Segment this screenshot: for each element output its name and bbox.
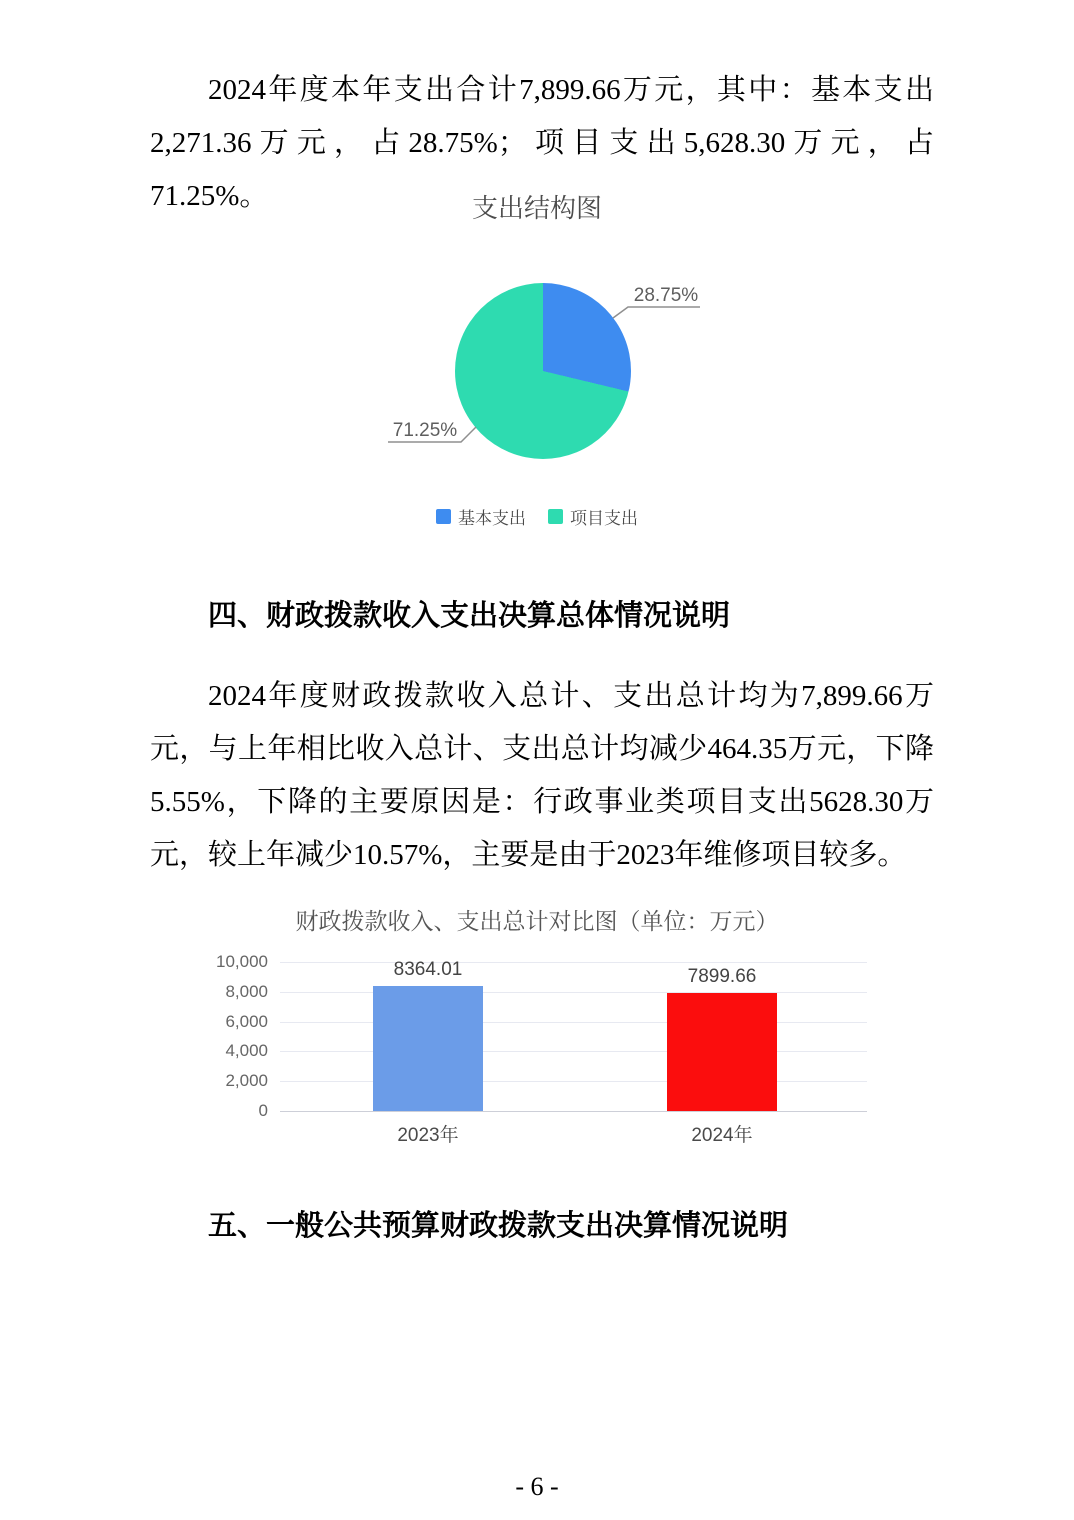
paragraph-fiscal-appropriation: 2024年度财政拨款收入总计、支出总计均为7,899.66万元，与上年相比收入总计、支出总计均减少464.35万元，下降5.55%，下降的主要原因是：行政事业类项目支出5628.30万元，较上年减少10.57%，主要是由于2023年维修项目较多。 bbox=[150, 680, 934, 871]
legend-label: 项目支出 bbox=[570, 509, 638, 528]
pie-slice-label-project: 71.25% bbox=[392, 420, 458, 441]
page-number: - 6 - bbox=[515, 1472, 559, 1501]
y-axis-tick-label: 0 bbox=[258, 1101, 268, 1120]
bar-2024年 bbox=[667, 993, 777, 1111]
x-axis-category-label: 2024年 bbox=[691, 1125, 753, 1146]
legend-label: 基本支出 bbox=[458, 509, 526, 528]
legend-item-basic bbox=[436, 504, 526, 529]
bar-value-label: 7899.66 bbox=[687, 966, 757, 988]
bar-2023年 bbox=[373, 986, 483, 1111]
y-axis-tick-label: 8,000 bbox=[225, 981, 268, 1001]
legend-item-project bbox=[548, 504, 638, 529]
gridline bbox=[280, 1051, 867, 1052]
legend-swatch bbox=[436, 509, 451, 524]
x-axis-category-label: 2023年 bbox=[397, 1125, 459, 1146]
pie-slice-label-basic: 28.75% bbox=[633, 285, 699, 306]
gridline bbox=[280, 992, 867, 993]
bar-chart bbox=[200, 950, 900, 1150]
y-axis-tick-label: 2,000 bbox=[225, 1071, 268, 1091]
gridline bbox=[280, 1022, 867, 1023]
gridline bbox=[280, 1111, 867, 1112]
section-4-heading: 四、财政拨款收入支出决算总体情况说明 bbox=[208, 600, 731, 632]
y-axis-tick-label: 6,000 bbox=[225, 1011, 268, 1031]
legend-swatch bbox=[548, 509, 563, 524]
y-axis-tick-label: 4,000 bbox=[225, 1041, 268, 1061]
pie-legend bbox=[0, 504, 1074, 529]
bar-chart-title: 财政拨款收入、支出总计对比图（单位：万元） bbox=[295, 908, 779, 934]
y-axis-tick-label: 10,000 bbox=[216, 952, 268, 971]
paragraph-expenditure-total: 2024年度本年支出合计7,899.66万元，其中：基本支出2,271.36万元，占28.75%；项目支出5,628.30万元，占71.25%。 bbox=[150, 74, 934, 212]
gridline bbox=[280, 1081, 867, 1082]
bar-value-label: 8364.01 bbox=[393, 959, 463, 981]
pie-chart-title: 支出结构图 bbox=[471, 193, 602, 223]
section-5-heading: 五、一般公共预算财政拨款支出决算情况说明 bbox=[208, 1210, 789, 1242]
pie-chart bbox=[455, 283, 631, 459]
bar-plot-area bbox=[216, 952, 867, 1146]
